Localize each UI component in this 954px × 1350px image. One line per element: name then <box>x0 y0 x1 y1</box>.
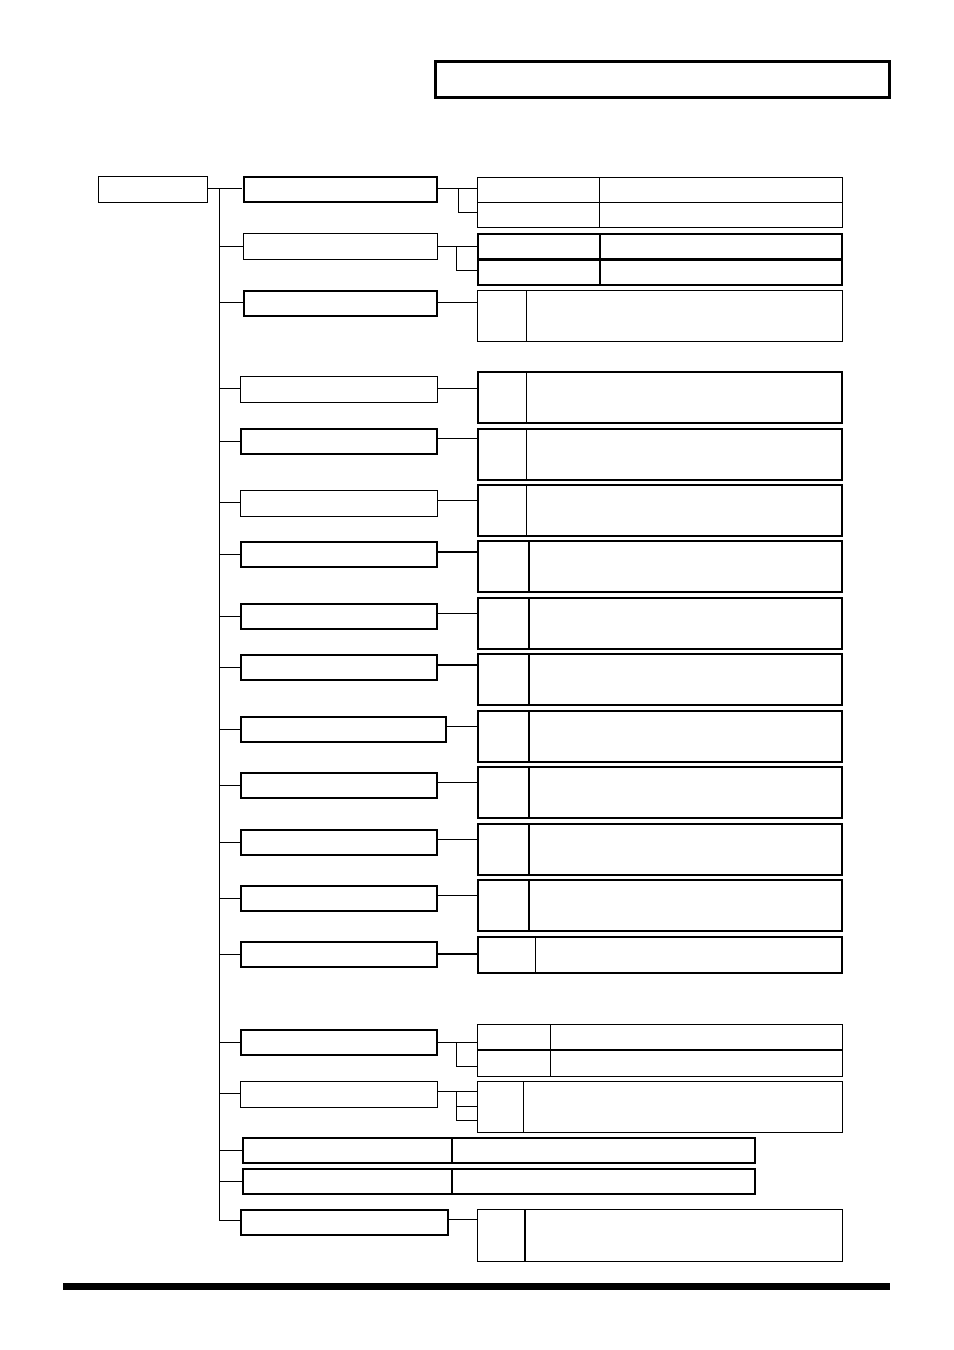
detail-divider-9 <box>528 655 530 704</box>
detail-box-11 <box>477 766 843 819</box>
branch-connector-7 <box>438 551 478 553</box>
detail-box-8 <box>477 597 843 650</box>
spine-tick-6 <box>219 502 241 503</box>
branch-connector-11 <box>438 782 478 783</box>
detail-box-6 <box>477 484 843 537</box>
spine-tick-14 <box>219 954 241 955</box>
child-row-1a <box>477 177 843 203</box>
branch-node-10 <box>240 716 447 743</box>
branch-node-2 <box>243 233 438 260</box>
spine-tick-15 <box>219 1042 241 1043</box>
detail-divider-13 <box>528 881 530 930</box>
branch-row-18 <box>242 1168 756 1195</box>
spine-tick-12 <box>219 842 241 843</box>
spine-tick-3 <box>219 302 243 303</box>
detail-divider-7 <box>528 542 530 591</box>
branch-connector-3 <box>438 302 478 303</box>
child-divider-15a <box>550 1025 551 1049</box>
branch-node-16 <box>240 1081 438 1108</box>
branch-connector-16 <box>438 1091 478 1092</box>
branch-node-5 <box>240 428 438 455</box>
child-divider-2b <box>599 261 601 284</box>
branch-node-12 <box>240 829 438 856</box>
branch-connector-13 <box>438 895 478 896</box>
detail-divider-10 <box>528 712 530 761</box>
root-node <box>98 176 208 203</box>
branch-node-15 <box>240 1029 438 1056</box>
branch-connector-5 <box>438 438 478 439</box>
fork-tick-16b <box>456 1120 478 1121</box>
detail-divider-4 <box>526 373 527 422</box>
branch-connector-8 <box>438 613 478 614</box>
branch-connector-19 <box>449 1219 478 1220</box>
branch-divider-17 <box>451 1139 453 1162</box>
branch-node-14 <box>240 941 438 968</box>
detail-box-19 <box>477 1209 843 1262</box>
child-row-1b <box>477 202 843 228</box>
header-title-box <box>434 60 891 99</box>
branch-node-13 <box>240 885 438 912</box>
bottom-rule <box>63 1283 890 1290</box>
detail-divider-11 <box>528 768 530 817</box>
branch-node-11 <box>240 772 438 799</box>
fork-line-1 <box>458 188 459 212</box>
branch-row-17 <box>242 1137 756 1164</box>
branch-connector-14 <box>438 953 478 955</box>
child-divider-2a <box>599 235 601 258</box>
detail-divider-19 <box>524 1210 526 1261</box>
branch-connector-6 <box>438 500 478 501</box>
spine-tick-16 <box>219 1093 241 1094</box>
detail-box-10 <box>477 710 843 763</box>
detail-divider-6 <box>526 486 527 535</box>
main-spine <box>219 188 220 1220</box>
detail-box-4 <box>477 371 843 424</box>
detail-divider-8 <box>528 599 530 648</box>
spine-tick-13 <box>219 898 241 899</box>
fork-tick-16a <box>456 1106 478 1107</box>
child-divider-1b <box>599 203 600 227</box>
branch-divider-18 <box>451 1170 453 1193</box>
spine-tick-2 <box>219 246 243 247</box>
spine-tick-18 <box>219 1181 243 1182</box>
child-row-2b <box>477 259 843 286</box>
child-divider-1a <box>599 178 600 202</box>
spine-tick-17 <box>219 1150 243 1151</box>
fork-line-15 <box>456 1042 457 1066</box>
branch-node-9 <box>240 654 438 681</box>
spine-tick-5 <box>219 441 241 442</box>
spine-tick-11 <box>219 785 241 786</box>
detail-box-14 <box>477 936 843 974</box>
spine-tick-10 <box>219 729 241 730</box>
spine-tick-9 <box>219 667 241 668</box>
spine-tick-7 <box>219 554 241 555</box>
branch-node-4 <box>240 376 438 403</box>
root-connector <box>208 188 242 189</box>
detail-box-5 <box>477 428 843 481</box>
branch-connector-4 <box>438 388 478 389</box>
detail-divider-16 <box>523 1082 524 1132</box>
child-row-2a <box>477 233 843 260</box>
branch-node-6 <box>240 490 438 517</box>
branch-node-8 <box>240 603 438 630</box>
fork-tick-15 <box>456 1066 478 1067</box>
child-row-15b <box>477 1050 843 1077</box>
branch-node-19 <box>240 1209 449 1236</box>
detail-box-13 <box>477 879 843 932</box>
branch-node-3 <box>243 290 438 317</box>
spine-tick-19 <box>219 1220 241 1221</box>
branch-connector-12 <box>438 839 478 840</box>
detail-box-7 <box>477 540 843 593</box>
branch-connector-9 <box>438 664 478 666</box>
detail-box-12 <box>477 823 843 876</box>
fork-tick-1 <box>458 212 478 213</box>
child-divider-15b <box>550 1051 551 1076</box>
detail-divider-5 <box>526 430 527 479</box>
spine-tick-4 <box>219 388 241 389</box>
spine-tick-8 <box>219 616 241 617</box>
fork-line-2 <box>456 246 457 270</box>
branch-connector-2 <box>438 246 478 247</box>
branch-node-7 <box>240 541 438 568</box>
detail-box-9 <box>477 653 843 706</box>
detail-divider-12 <box>528 825 530 874</box>
detail-box-16 <box>477 1081 843 1133</box>
detail-box-3 <box>477 290 843 342</box>
child-row-15a <box>477 1024 843 1050</box>
detail-divider-3 <box>526 291 527 341</box>
branch-connector-10 <box>447 726 478 727</box>
fork-tick-2 <box>456 270 478 271</box>
detail-divider-14 <box>535 938 536 972</box>
branch-connector-15 <box>438 1042 478 1043</box>
branch-node-1 <box>243 176 438 203</box>
